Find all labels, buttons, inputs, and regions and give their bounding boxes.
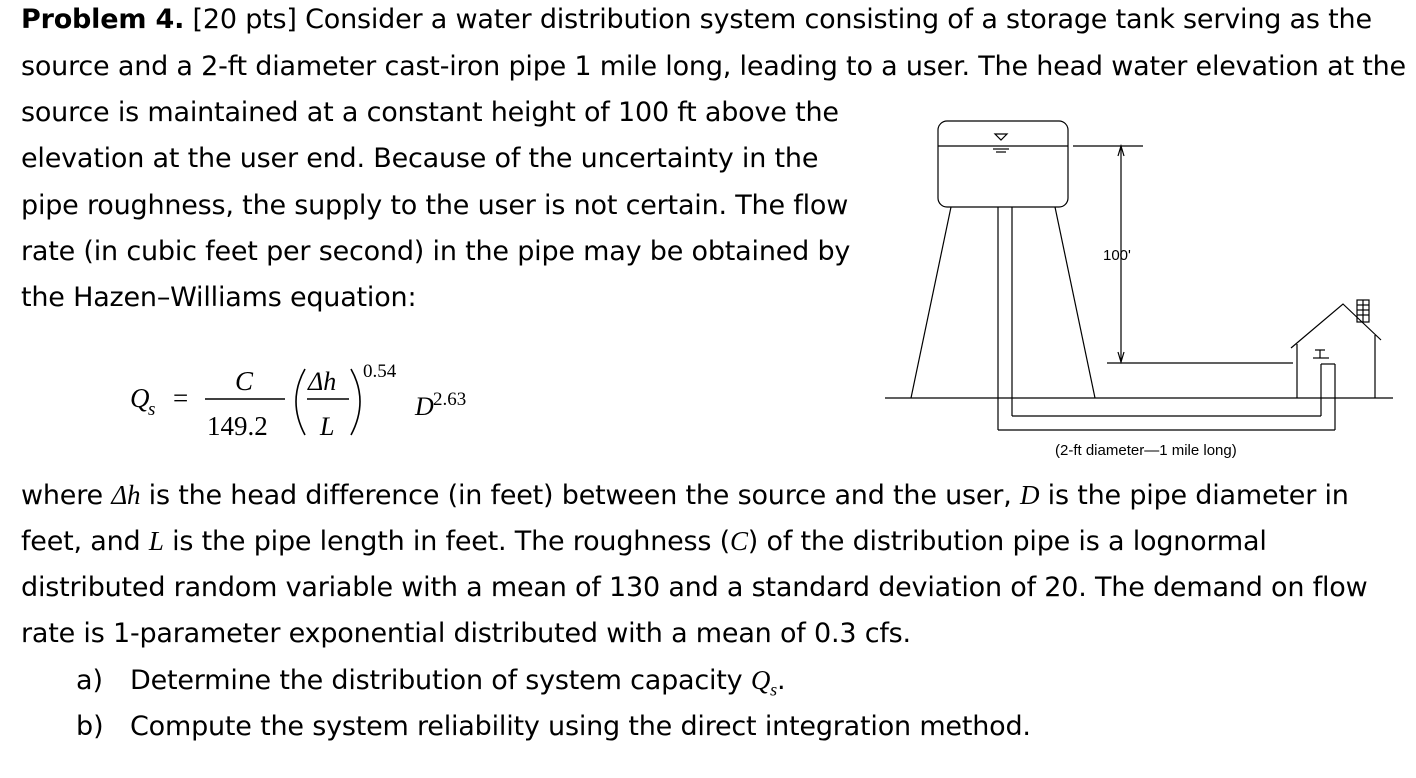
eq-inner-denominator: L xyxy=(320,412,335,441)
problem-label: Problem 4. xyxy=(21,4,185,35)
body-text: feet, and xyxy=(21,526,149,557)
eq-exponent: 0.54 xyxy=(363,361,397,382)
eq-lhs-sub: s xyxy=(148,399,156,420)
house-roof xyxy=(1291,304,1381,348)
problem-line-2: source and a 2-ft diameter cast-iron pipe 1 mile long, leading to a user. The head water elevation at the xyxy=(21,51,1406,82)
eq-numerator: C xyxy=(235,366,254,396)
body-line-1 xyxy=(21,480,1349,511)
body-text: is the pipe length in feet. The roughness ( xyxy=(163,526,730,557)
var-q: Q xyxy=(750,665,771,695)
item-b-text: Compute the system reliability using the direct integration method. xyxy=(130,711,1031,742)
item-a-body: Determine the distribution of system capacity xyxy=(130,665,751,696)
eq-inner-numerator: Δh xyxy=(308,367,337,396)
body-text: is the head difference (in feet) between the source and the user, xyxy=(140,480,1020,511)
height-label: 100' xyxy=(1103,247,1131,264)
body-text: ) of the distribution pipe is a lognormal xyxy=(747,526,1267,557)
problem-line-1 xyxy=(21,4,1372,35)
water-level-icon xyxy=(995,134,1007,140)
problem-line-5: pipe roughness, the supply to the user is not certain. The flow xyxy=(21,190,849,221)
var-l: L xyxy=(148,526,164,556)
item-a-marker: a) xyxy=(76,665,104,696)
problem-line-6: rate (in cubic feet per second) in the pipe may be obtained by xyxy=(21,236,851,267)
body-text: where xyxy=(21,480,112,511)
var-q-sub: s xyxy=(770,679,777,700)
tower-leg-left xyxy=(911,207,951,398)
eq-lhs: Q xyxy=(130,383,150,413)
eq-diameter: D xyxy=(415,392,434,421)
var-d: D xyxy=(1019,480,1040,510)
item-b-marker: b) xyxy=(76,711,104,742)
var-delta-h: Δh xyxy=(111,480,141,510)
tower-leg-right xyxy=(1055,207,1095,398)
eq-equals: = xyxy=(173,383,189,413)
problem-line-3: source is maintained at a constant height of 100 ft above the xyxy=(21,97,839,128)
eq-right-paren xyxy=(351,369,360,435)
body-line-2 xyxy=(21,526,1267,557)
problem-line-7: the Hazen–Williams equation: xyxy=(21,282,417,313)
item-a-end: . xyxy=(776,665,786,696)
body-line-4: rate is 1-parameter exponential distributed with a mean of 0.3 cfs. xyxy=(21,618,911,649)
eq-denominator: 149.2 xyxy=(207,411,268,441)
var-c: C xyxy=(729,526,748,556)
problem-line-4: elevation at the user end. Because of the uncertainty in the xyxy=(21,143,819,174)
hazen-williams-equation xyxy=(125,355,505,450)
water-system-diagram xyxy=(883,118,1395,463)
problem-points: [20 pts] xyxy=(192,4,297,35)
eq-left-paren xyxy=(296,369,305,435)
body-text: is the pipe diameter in xyxy=(1039,480,1349,511)
item-a-text xyxy=(130,665,785,700)
pipe-caption: (2-ft diameter—1 mile long) xyxy=(1055,442,1237,459)
body-line-3: distributed random variable with a mean of 130 and a standard deviation of 20. The demand on flow xyxy=(21,572,1368,603)
eq-diameter-exponent: 2.63 xyxy=(433,389,467,410)
problem-intro: Consider a water distribution system consisting of a storage tank serving as the xyxy=(305,4,1372,35)
